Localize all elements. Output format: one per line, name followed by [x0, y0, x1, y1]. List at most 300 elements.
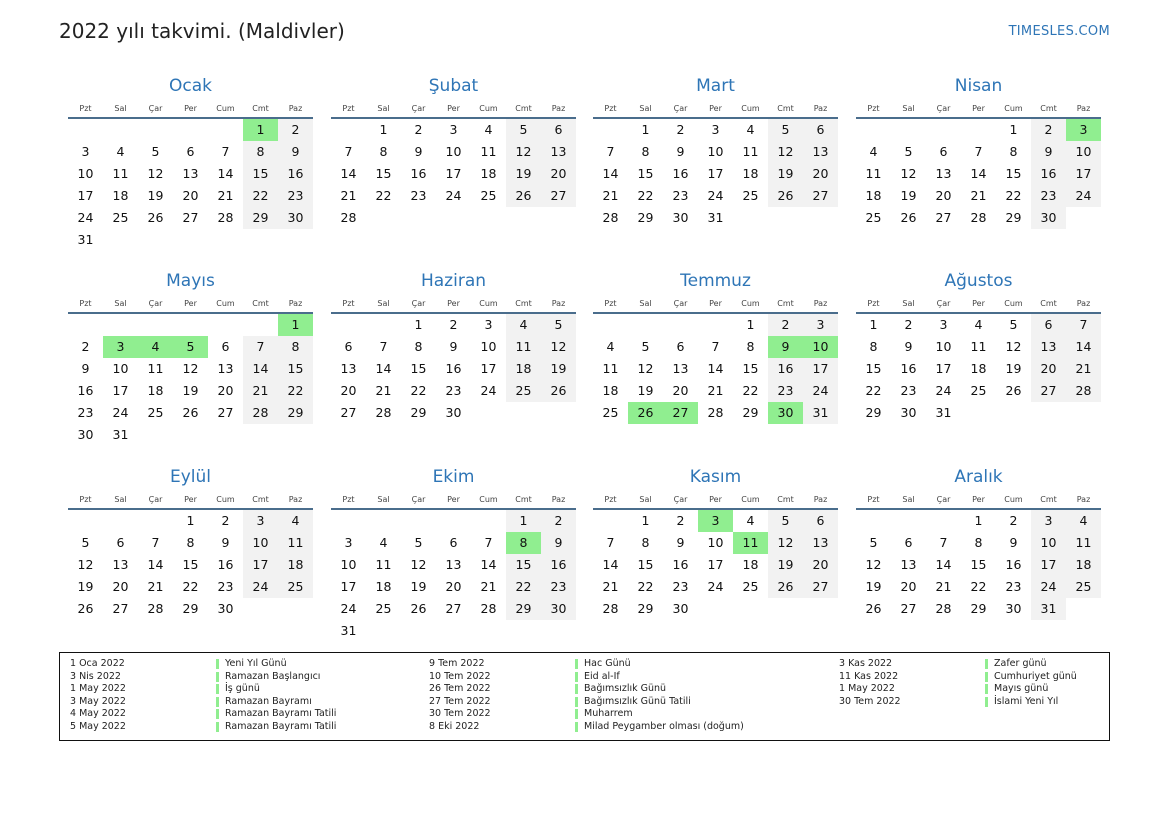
day-cell: 29: [637, 601, 654, 616]
day-cell: 7: [606, 144, 615, 159]
weekday-label: Sal: [639, 104, 652, 113]
weekday-label: Cum: [741, 104, 760, 113]
holiday-marker: [575, 709, 578, 719]
legend-date: 30 Tem 2022: [429, 708, 491, 720]
legend-item: [70, 671, 336, 684]
weekday-label: Cmt: [777, 299, 794, 308]
day-cell: 31: [1031, 598, 1066, 620]
day-cell: 13: [340, 361, 357, 376]
weekday-header: [68, 101, 313, 116]
day-cell: 9: [449, 339, 458, 354]
day-cell: 15: [375, 166, 392, 181]
day-cell: 25: [742, 188, 759, 203]
weekday-label: Çar: [148, 495, 163, 504]
weekday-label: Pzt: [867, 104, 880, 113]
weekday-header: [68, 296, 313, 311]
day-cell: 31: [340, 623, 357, 638]
legend-item: [70, 658, 336, 671]
day-cell: 25: [970, 383, 987, 398]
weekday-label: Cum: [741, 495, 760, 504]
weekday-label: Cmt: [515, 104, 532, 113]
weekday-label: Sal: [377, 299, 390, 308]
weekday-label: Pzt: [342, 299, 355, 308]
day-cell: 25: [865, 210, 882, 225]
day-cell: 19: [900, 188, 917, 203]
day-cell: 3: [803, 314, 838, 336]
week-row: [856, 141, 1101, 163]
legend-holiday-name: İş günü: [225, 683, 260, 695]
day-cell: 28: [602, 601, 619, 616]
weekday-label: Per: [447, 495, 460, 504]
day-cell: 20: [900, 579, 917, 594]
day-cell: 3: [344, 535, 353, 550]
day-cell: 1: [746, 317, 755, 332]
empty-cell: [366, 314, 401, 336]
legend-item: [70, 721, 336, 734]
weekday-label: Cum: [216, 495, 235, 504]
day-cell: 29: [278, 402, 313, 424]
empty-cell: [208, 424, 243, 446]
weekday-label: Cmt: [252, 299, 269, 308]
day-cell: 16: [217, 557, 234, 572]
page-title: 2022 yılı takvimi. (Maldivler): [59, 19, 345, 43]
week-row: [593, 380, 838, 402]
week-row: [856, 358, 1101, 380]
week-row: [593, 163, 838, 185]
week-row: [593, 510, 838, 532]
day-cell: 12: [900, 166, 917, 181]
day-cell: 27: [112, 601, 129, 616]
day-cell: 28: [935, 601, 952, 616]
day-cell: 10: [340, 557, 357, 572]
day-cell: 11: [970, 339, 987, 354]
weekday-label: Cum: [1004, 495, 1023, 504]
empty-cell: [243, 229, 278, 251]
month-title: Haziran: [420, 271, 487, 291]
weekday-label: Pzt: [604, 104, 617, 113]
day-cell: 29: [506, 598, 541, 620]
legend-holiday-name: Ramazan Bayramı Tatili: [225, 708, 337, 720]
day-cell: 26: [506, 185, 541, 207]
week-row: [68, 207, 313, 229]
day-cell: 21: [935, 579, 952, 594]
day-cell: 2: [676, 513, 685, 528]
month-calendar: [331, 466, 576, 642]
legend-holiday-name: Cumhuriyet günü: [994, 670, 1077, 682]
day-cell: 5: [869, 535, 878, 550]
day-cell: 11: [480, 144, 497, 159]
weekday-label: Çar: [411, 299, 426, 308]
month-calendar: [593, 270, 838, 424]
holiday-marker: [985, 684, 988, 694]
week-row: [856, 598, 1101, 620]
day-cell: 17: [707, 557, 724, 572]
weekday-label: Paz: [813, 299, 828, 308]
legend-holiday-name: Muharrem: [584, 708, 633, 720]
empty-cell: [1031, 402, 1066, 424]
legend-date: 4 May 2022: [70, 708, 126, 720]
month-title: Şubat: [428, 76, 479, 96]
day-cell: 24: [445, 188, 462, 203]
week-row: [856, 119, 1101, 141]
weekday-label: Sal: [639, 495, 652, 504]
day-cell: 31: [77, 232, 94, 247]
month-title: Ekim: [432, 467, 475, 487]
day-cell: 7: [484, 535, 493, 550]
day-cell: 8: [186, 535, 195, 550]
empty-cell: [243, 598, 278, 620]
weekday-label: Sal: [377, 495, 390, 504]
day-cell: 23: [1005, 579, 1022, 594]
day-cell: 7: [939, 535, 948, 550]
week-row: [331, 119, 576, 141]
week-row: [593, 554, 838, 576]
weekday-label: Per: [709, 104, 722, 113]
legend-date: 3 May 2022: [70, 695, 126, 707]
day-cell: 29: [243, 207, 278, 229]
holiday-day-cell: 11: [733, 532, 768, 554]
weekday-label: Cmt: [777, 104, 794, 113]
day-cell: 21: [147, 579, 164, 594]
day-cell: 6: [1031, 314, 1066, 336]
day-cell: 2: [1031, 119, 1066, 141]
day-cell: 6: [541, 119, 576, 141]
weekday-label: Cum: [741, 299, 760, 308]
day-cell: 15: [278, 358, 313, 380]
day-cell: 28: [340, 210, 357, 225]
day-cell: 2: [541, 510, 576, 532]
day-cell: 19: [768, 554, 803, 576]
week-row: [68, 358, 313, 380]
weekday-label: Paz: [288, 299, 303, 308]
day-cell: 18: [506, 358, 541, 380]
weekday-label: Sal: [114, 299, 127, 308]
holiday-marker: [216, 672, 219, 682]
empty-cell: [208, 314, 243, 336]
day-cell: 8: [641, 144, 650, 159]
day-cell: 15: [243, 163, 278, 185]
holiday-marker: [985, 672, 988, 682]
weekday-label: Sal: [639, 299, 652, 308]
day-cell: 16: [410, 166, 427, 181]
week-row: [593, 185, 838, 207]
day-cell: 6: [186, 144, 195, 159]
weekday-label: Pzt: [79, 495, 92, 504]
weekday-label: Çar: [411, 495, 426, 504]
weekday-label: Pzt: [79, 104, 92, 113]
week-row: [331, 576, 576, 598]
day-cell: 7: [711, 339, 720, 354]
legend-date: 3 Kas 2022: [839, 658, 893, 669]
day-cell: 21: [217, 188, 234, 203]
empty-cell: [401, 207, 436, 229]
week-row: [68, 141, 313, 163]
day-cell: 6: [803, 510, 838, 532]
week-row: [331, 598, 576, 620]
day-cell: 31: [707, 210, 724, 225]
empty-cell: [173, 229, 208, 251]
day-cell: 27: [541, 185, 576, 207]
weekday-label: Pzt: [867, 495, 880, 504]
day-cell: 21: [602, 188, 619, 203]
weekday-label: Paz: [1076, 495, 1091, 504]
day-cell: 8: [414, 339, 423, 354]
empty-cell: [506, 402, 541, 424]
day-cell: 8: [243, 141, 278, 163]
empty-cell: [138, 119, 173, 141]
day-cell: 23: [541, 576, 576, 598]
day-cell: 21: [375, 383, 392, 398]
day-cell: 12: [768, 141, 803, 163]
day-cell: 24: [1066, 185, 1101, 207]
empty-cell: [471, 620, 506, 642]
day-cell: 25: [480, 188, 497, 203]
weekday-label: Cmt: [1040, 104, 1057, 113]
empty-cell: [593, 510, 628, 532]
weekday-header: [856, 101, 1101, 116]
site-link[interactable]: TIMESLES.COM: [1008, 24, 1110, 39]
empty-cell: [436, 207, 471, 229]
week-row: [593, 598, 838, 620]
week-row: [856, 185, 1101, 207]
day-cell: 18: [742, 166, 759, 181]
empty-cell: [68, 314, 103, 336]
day-cell: 3: [484, 317, 493, 332]
week-row: [331, 532, 576, 554]
day-cell: 19: [182, 383, 199, 398]
day-cell: 5: [151, 144, 160, 159]
day-cell: 20: [803, 163, 838, 185]
empty-cell: [103, 229, 138, 251]
day-cell: 3: [449, 122, 458, 137]
day-cell: 22: [742, 383, 759, 398]
legend-item: [70, 696, 336, 709]
day-cell: 7: [151, 535, 160, 550]
day-cell: 4: [606, 339, 615, 354]
day-cell: 24: [112, 405, 129, 420]
week-row: [68, 119, 313, 141]
weekday-header: [331, 492, 576, 507]
day-cell: 24: [935, 383, 952, 398]
weekday-label: Paz: [551, 104, 566, 113]
day-cell: 29: [637, 210, 654, 225]
day-cell: 23: [278, 185, 313, 207]
empty-cell: [506, 620, 541, 642]
holiday-day-cell: 5: [173, 336, 208, 358]
holiday-day-cell: 1: [278, 314, 313, 336]
weekday-label: Cmt: [1040, 495, 1057, 504]
empty-cell: [173, 424, 208, 446]
legend-date: 9 Tem 2022: [429, 658, 485, 669]
day-cell: 30: [278, 207, 313, 229]
day-cell: 20: [672, 383, 689, 398]
empty-cell: [856, 119, 891, 141]
weekday-label: Per: [972, 495, 985, 504]
legend-column: [70, 658, 336, 734]
day-cell: 3: [939, 317, 948, 332]
day-cell: 28: [1066, 380, 1101, 402]
week-row: [68, 598, 313, 620]
day-cell: 26: [410, 601, 427, 616]
holiday-marker: [575, 684, 578, 694]
holiday-day-cell: 1: [243, 119, 278, 141]
day-cell: 18: [278, 554, 313, 576]
holiday-day-cell: 4: [138, 336, 173, 358]
legend-date: 1 May 2022: [70, 683, 126, 695]
day-cell: 30: [541, 598, 576, 620]
empty-cell: [733, 207, 768, 229]
day-cell: 11: [112, 166, 129, 181]
day-cell: 7: [221, 144, 230, 159]
day-cell: 13: [445, 557, 462, 572]
empty-cell: [243, 424, 278, 446]
day-cell: 11: [375, 557, 392, 572]
holiday-day-cell: 3: [698, 510, 733, 532]
legend-item: [839, 696, 1077, 709]
day-cell: 26: [541, 380, 576, 402]
day-cell: 19: [147, 188, 164, 203]
legend-item: [70, 708, 336, 721]
day-cell: 16: [278, 163, 313, 185]
day-cell: 17: [803, 358, 838, 380]
day-cell: 24: [1031, 576, 1066, 598]
week-row: [331, 380, 576, 402]
day-cell: 18: [375, 579, 392, 594]
holiday-legend: [59, 652, 1110, 741]
empty-cell: [506, 207, 541, 229]
day-cell: 22: [1005, 188, 1022, 203]
day-cell: 18: [147, 383, 164, 398]
day-cell: 31: [112, 427, 129, 442]
legend-holiday-name: Ramazan Başlangıcı: [225, 670, 321, 682]
weekday-label: Cmt: [515, 495, 532, 504]
empty-cell: [331, 314, 366, 336]
month-title: Ağustos: [944, 271, 1013, 291]
day-cell: 25: [742, 579, 759, 594]
day-cell: 28: [147, 601, 164, 616]
weekday-label: Cum: [479, 299, 498, 308]
empty-cell: [541, 402, 576, 424]
day-cell: 14: [970, 166, 987, 181]
day-cell: 26: [768, 576, 803, 598]
empty-cell: [803, 598, 838, 620]
day-cell: 15: [410, 361, 427, 376]
weekday-label: Cmt: [515, 299, 532, 308]
empty-cell: [436, 510, 471, 532]
day-cell: 26: [865, 601, 882, 616]
legend-holiday-name: Eid al-If: [584, 670, 620, 682]
day-cell: 18: [1066, 554, 1101, 576]
day-cell: 4: [506, 314, 541, 336]
weekday-label: Per: [184, 495, 197, 504]
empty-cell: [68, 119, 103, 141]
legend-date: 3 Nis 2022: [70, 670, 121, 682]
weekday-label: Per: [447, 299, 460, 308]
month-title: Ocak: [169, 76, 212, 96]
day-cell: 13: [935, 166, 952, 181]
day-cell: 22: [637, 579, 654, 594]
weekday-label: Sal: [902, 495, 915, 504]
empty-cell: [733, 598, 768, 620]
day-cell: 14: [602, 166, 619, 181]
day-cell: 27: [445, 601, 462, 616]
legend-date: 10 Tem 2022: [429, 670, 491, 682]
day-cell: 25: [112, 210, 129, 225]
week-row: [331, 185, 576, 207]
empty-cell: [471, 402, 506, 424]
day-cell: 4: [746, 513, 755, 528]
day-cell: 6: [939, 144, 948, 159]
day-cell: 21: [1066, 358, 1101, 380]
weekday-label: Cum: [1004, 104, 1023, 113]
legend-item: [839, 683, 1077, 696]
weekday-label: Çar: [936, 495, 951, 504]
day-cell: 25: [506, 380, 541, 402]
legend-date: 27 Tem 2022: [429, 695, 491, 707]
day-cell: 26: [77, 601, 94, 616]
day-cell: 23: [900, 383, 917, 398]
holiday-marker: [575, 697, 578, 707]
day-cell: 9: [1009, 535, 1018, 550]
week-row: [68, 185, 313, 207]
day-cell: 2: [221, 513, 230, 528]
month-calendar: [856, 466, 1101, 620]
week-row: [331, 402, 576, 424]
day-cell: 19: [410, 579, 427, 594]
weekday-label: Cmt: [1040, 299, 1057, 308]
day-cell: 21: [707, 383, 724, 398]
day-cell: 28: [970, 210, 987, 225]
month-title: Temmuz: [680, 271, 751, 291]
day-cell: 13: [900, 557, 917, 572]
day-cell: 22: [506, 576, 541, 598]
day-cell: 7: [243, 336, 278, 358]
day-cell: 18: [480, 166, 497, 181]
legend-date: 11 Kas 2022: [839, 670, 899, 682]
day-cell: 27: [182, 210, 199, 225]
empty-cell: [768, 207, 803, 229]
weekday-label: Cmt: [252, 495, 269, 504]
holiday-marker: [985, 697, 988, 707]
month-calendar: [593, 466, 838, 620]
weekday-label: Per: [972, 299, 985, 308]
day-cell: 13: [217, 361, 234, 376]
weekday-label: Pzt: [604, 495, 617, 504]
day-cell: 2: [768, 314, 803, 336]
day-cell: 31: [935, 405, 952, 420]
day-cell: 23: [217, 579, 234, 594]
day-cell: 27: [900, 601, 917, 616]
day-cell: 27: [803, 185, 838, 207]
weekday-label: Çar: [148, 104, 163, 113]
weekday-label: Paz: [1076, 299, 1091, 308]
month-title: Eylül: [169, 467, 212, 487]
day-cell: 8: [1009, 144, 1018, 159]
day-cell: 17: [77, 188, 94, 203]
day-cell: 25: [278, 576, 313, 598]
day-cell: 7: [974, 144, 983, 159]
weekday-label: Per: [447, 104, 460, 113]
empty-cell: [541, 620, 576, 642]
holiday-day-cell: 8: [506, 532, 541, 554]
week-row: [68, 532, 313, 554]
day-cell: 12: [1005, 339, 1022, 354]
holiday-marker: [575, 722, 578, 732]
legend-item: [429, 696, 744, 709]
day-cell: 20: [217, 383, 234, 398]
day-cell: 11: [147, 361, 164, 376]
week-row: [68, 229, 313, 251]
